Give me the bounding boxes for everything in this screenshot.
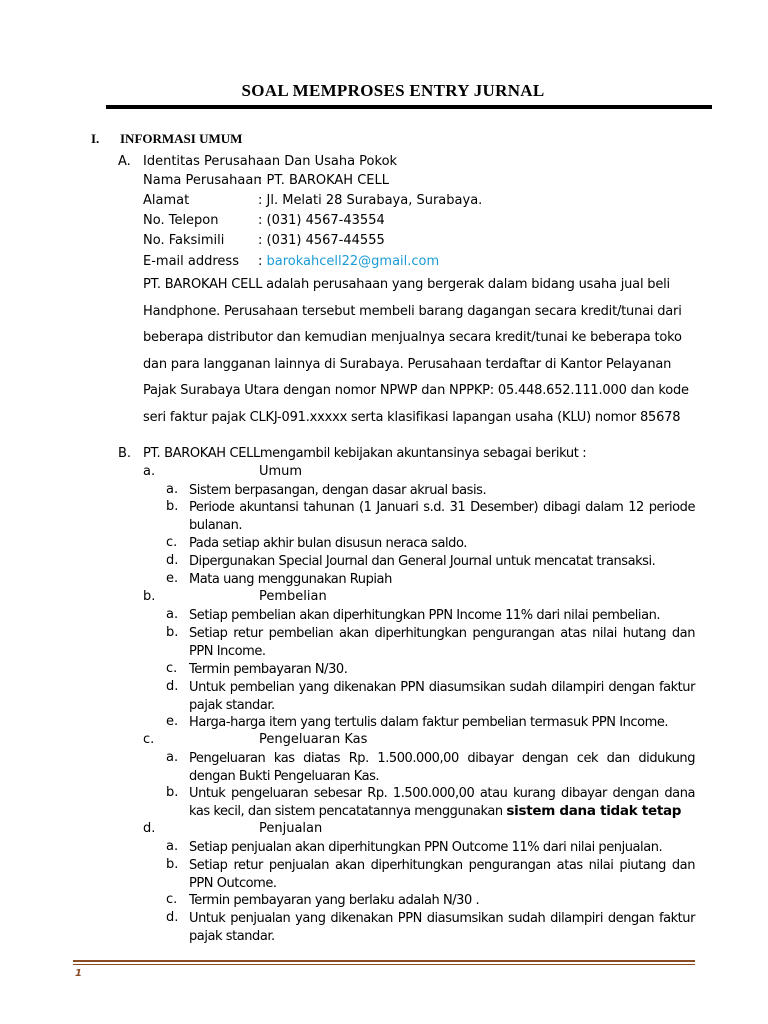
- list-item: Periode akuntansi tahunan (1 Januari s.d. 31 Desember) dibagi dalam 12 periode bulanan.: [189, 500, 695, 533]
- list-item-marker: a.: [166, 482, 179, 497]
- group-heading-pengeluaran-kas: Pengeluaran Kas: [259, 732, 368, 747]
- group-heading-umum: Umum: [259, 464, 303, 479]
- group-marker: b.: [143, 589, 156, 604]
- field-value-phone: : (031) 4567-43554: [258, 213, 385, 228]
- list-item-marker: c.: [166, 892, 178, 907]
- title-underline: [106, 105, 712, 109]
- email-colon: :: [258, 254, 267, 269]
- description-line: PT. BAROKAH CELL adalah perusahaan yang bergerak dalam bidang usaha jual beli: [143, 277, 670, 292]
- company-description: [143, 272, 694, 432]
- description-line: dan para langganan lainnya di Surabaya. Perusahaan terdaftar di Kantor Pelayanan: [143, 356, 672, 372]
- list-item-marker: a.: [166, 839, 179, 854]
- description-line: seri faktur pajak CLKJ-091.xxxxx serta klasifikasi lapangan usaha (KLU) nomor 85678: [143, 409, 681, 425]
- list-item: Setiap pembelian akan diperhitungkan PPN Income 11% dari nilai pembelian.: [189, 608, 661, 623]
- list-item: [189, 785, 695, 820]
- list-item: Untuk pembelian yang dikenakan PPN diasumsikan sudah dilampiri dengan faktur pajak standar.: [189, 680, 695, 713]
- field-value-company-name: : PT. BAROKAH CELL: [258, 173, 389, 188]
- list-item: Termin pembayaran yang berlaku adalah N/30 .: [189, 893, 480, 908]
- subsection-a-marker: A.: [118, 154, 131, 169]
- footer-rule: [73, 960, 695, 962]
- group-marker: a.: [143, 464, 156, 479]
- list-item-marker: b.: [166, 785, 179, 800]
- list-item-marker: e.: [166, 714, 179, 729]
- description-line: beberapa distributor dan kemudian menjualnya secara kredit/tunai ke beberapa toko: [143, 330, 682, 346]
- list-item: Mata uang menggunakan Rupiah: [189, 572, 392, 587]
- description-line: Pajak Surabaya Utara dengan nomor NPWP dan NPPKP: 05.448.652.111.000 dan kode: [143, 383, 689, 399]
- field-label-fax: No. Faksimili: [143, 233, 225, 248]
- field-label-address: Alamat: [143, 193, 190, 208]
- field-value-address: : Jl. Melati 28 Surabaya, Surabaya.: [258, 193, 483, 208]
- list-item-marker: b.: [166, 625, 179, 640]
- list-item: Setiap retur penjualan akan diperhitungkan pengurangan atas nilai piutang dan PPN Outcome.: [189, 858, 695, 891]
- subsection-b-marker: B.: [118, 446, 132, 461]
- list-item-marker: d.: [166, 679, 179, 694]
- list-item-marker: d.: [166, 553, 179, 568]
- emphasis-text: sistem dana tidak tetap: [506, 802, 682, 819]
- list-item-marker: e.: [166, 571, 179, 586]
- field-label-email: E-mail address: [143, 254, 239, 269]
- list-item-marker: c.: [166, 535, 178, 550]
- footer-rule-thin: [73, 964, 695, 965]
- section-title: INFORMASI UMUM: [120, 131, 243, 146]
- list-item-marker: d.: [166, 910, 179, 925]
- list-item-marker: a.: [166, 750, 179, 765]
- document-title: SOAL MEMPROSES ENTRY JURNAL: [241, 81, 545, 100]
- group-heading-pembelian: Pembelian: [259, 589, 327, 604]
- field-label-phone: No. Telepon: [143, 213, 219, 228]
- list-item-marker: c.: [166, 661, 178, 676]
- list-item-marker: b.: [166, 499, 179, 514]
- email-link[interactable]: barokahcell22@gmail.com: [266, 254, 440, 269]
- subsection-a-heading: Identitas Perusahaan Dan Usaha Pokok: [143, 154, 398, 169]
- list-item: Setiap retur pembelian akan diperhitungkan pengurangan atas nilai hutang dan PPN Income.: [189, 626, 695, 659]
- list-item: Pada setiap akhir bulan disusun neraca saldo.: [189, 536, 467, 551]
- list-item: Setiap penjualan akan diperhitungkan PPN Outcome 11% dari nilai penjualan.: [189, 840, 663, 855]
- page-number: 1: [75, 968, 82, 979]
- list-item: Sistem berpasangan, dengan dasar akrual basis.: [189, 483, 487, 498]
- field-value-fax: : (031) 4567-44555: [258, 233, 385, 248]
- list-item: Harga-harga item yang tertulis dalam faktur pembelian termasuk PPN Income.: [189, 715, 669, 730]
- list-item-marker: a.: [166, 607, 179, 622]
- list-item: Dipergunakan Special Journal dan General Journal untuk mencatat transaksi.: [189, 554, 656, 569]
- list-item-text: Untuk pengeluaran sebesar Rp. 1.500.000,00 atau kurang dibayar dengan dana kas kecil, dan sistem pencatatannya menggunakan: [189, 786, 695, 819]
- group-marker: d.: [143, 821, 156, 836]
- section-number: I.: [91, 131, 100, 146]
- group-heading-penjualan: Penjualan: [259, 821, 323, 836]
- field-label-company-name: Nama Perusahaan: [143, 173, 262, 188]
- subsection-b-heading: PT. BAROKAH CELLmengambil kebijakan akuntansinya sebagai berikut :: [143, 446, 587, 461]
- field-value-email: [258, 254, 439, 270]
- list-item: Termin pembayaran N/30.: [189, 662, 348, 677]
- description-line: Handphone. Perusahaan tersebut membeli barang dagangan secara kredit/tunai dari: [143, 303, 682, 319]
- list-item: Untuk penjualan yang dikenakan PPN diasumsikan sudah dilampiri dengan faktur pajak standar.: [189, 911, 695, 944]
- list-item: Pengeluaran kas diatas Rp. 1.500.000,00 dibayar dengan cek dan didukung dengan Bukti Pengeluaran Kas.: [189, 751, 695, 784]
- group-marker: c.: [143, 732, 155, 747]
- list-item-marker: b.: [166, 857, 179, 872]
